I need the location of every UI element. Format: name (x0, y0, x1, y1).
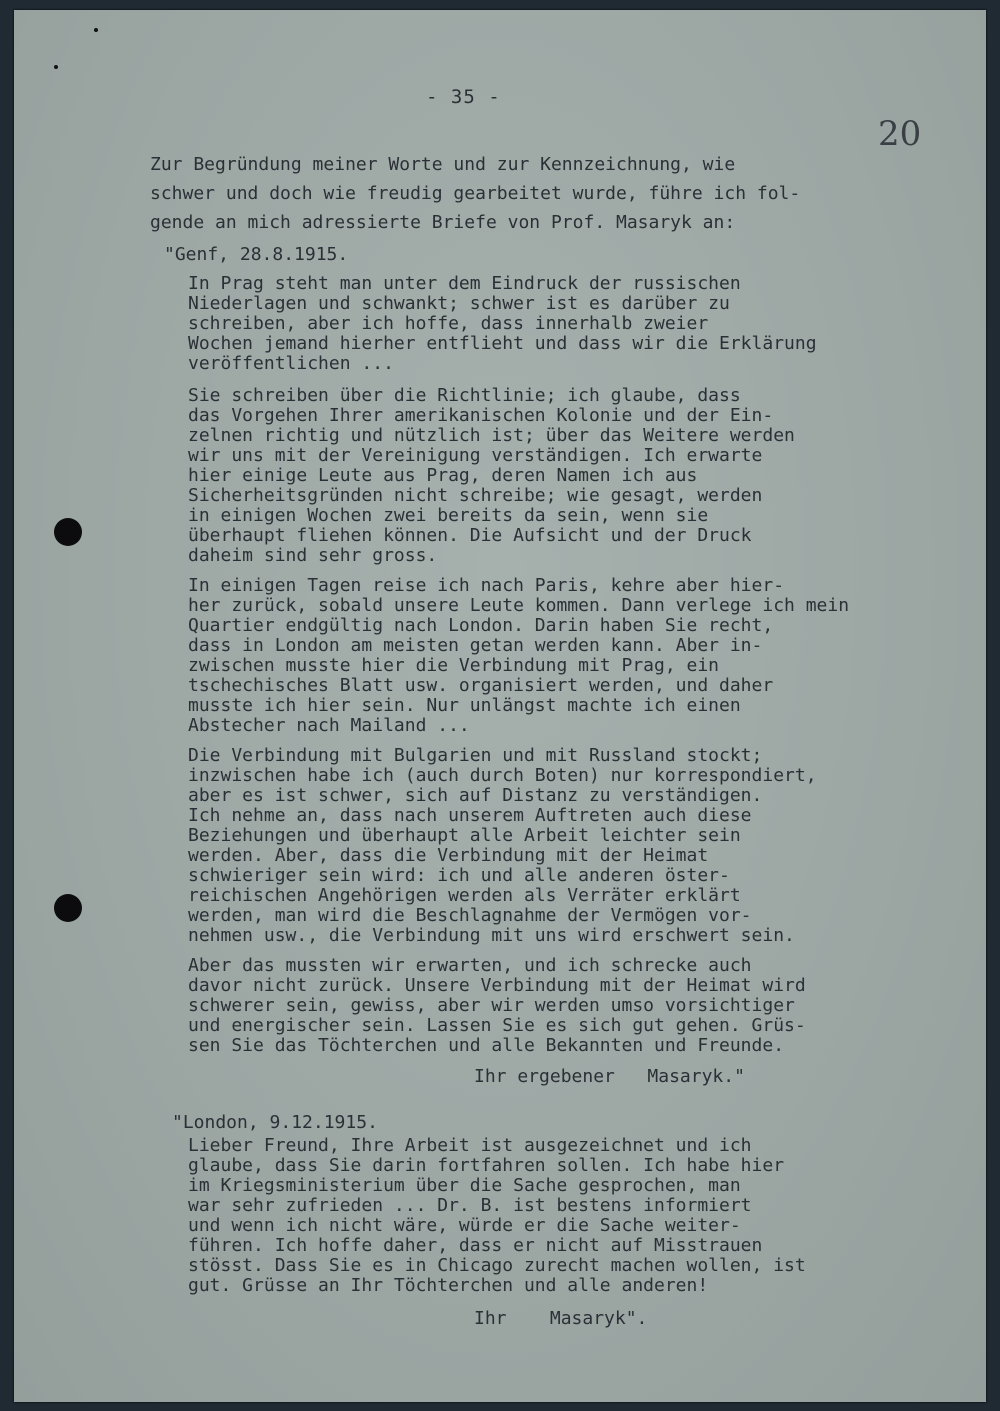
ink-dot (54, 65, 58, 69)
letter-line: im Kriegsministerium über die Sache gesprochen, man (188, 1175, 741, 1196)
letter-line: schreiben, aber ich hoffe, dass innerhalb zweier (188, 313, 709, 334)
letter2-heading: "London, 9.12.1915. (172, 1112, 378, 1133)
letter1-paragraph-1 (188, 274, 948, 374)
letter-line: führen. Ich hoffe daher, dass er nicht auf Misstrauen (188, 1235, 763, 1256)
letter-line: Quartier endgültig nach London. Darin haben Sie recht, (188, 615, 774, 636)
document-page (14, 10, 986, 1402)
letter-line: gut. Grüsse an Ihr Töchterchen und alle anderen! (188, 1275, 709, 1296)
letter-line: war sehr zufrieden ... Dr. B. ist bestens informiert (188, 1195, 752, 1216)
page-number: - 35 - (426, 86, 501, 108)
letter-line: das Vorgehen Ihrer amerikanischen Kolonie und der Ein- (188, 405, 774, 426)
letter-line: reichischen Angehörigen werden als Verräter erklärt (188, 885, 741, 906)
letter-line: veröffentlichen ... (188, 353, 394, 374)
letter-line: aber es ist schwer, sich auf Distanz zu verständigen. (188, 785, 763, 806)
letter-line: Beziehungen und überhaupt alle Arbeit leichter sein (188, 825, 741, 846)
folio-number: 20 (878, 114, 922, 154)
letter1-signature: Ihr ergebener Masaryk." (474, 1066, 745, 1087)
letter-line: tschechisches Blatt usw. organisiert werden, und daher (188, 675, 774, 696)
letter-line: nehmen usw., die Verbindung mit uns wird erschwert sein. (188, 925, 795, 946)
letter-line: stösst. Dass Sie es in Chicago zurecht machen wollen, ist (188, 1255, 806, 1276)
letter-line: werden. Aber, dass die Verbindung mit der Heimat (188, 845, 709, 866)
letter-line: wir uns mit der Vereinigung verständigen. Ich erwarte (188, 445, 763, 466)
letter-line: schwerer sein, gewiss, aber wir werden umso vorsichtiger (188, 995, 795, 1016)
letter-line: In Prag steht man unter dem Eindruck der russischen (188, 273, 741, 294)
letter-line: Abstecher nach Mailand ... (188, 715, 470, 736)
intro-line: gende an mich adressierte Briefe von Prof. Masaryk an: (150, 212, 736, 233)
letter1-paragraph-5 (188, 956, 948, 1056)
letter-line: Lieber Freund, Ihre Arbeit ist ausgezeichnet und ich (188, 1135, 752, 1156)
letter2-body (188, 1136, 948, 1296)
letter-line: zelnen richtig und nützlich ist; über das Weitere werden (188, 425, 795, 446)
letter-line: In einigen Tagen reise ich nach Paris, kehre aber hier- (188, 575, 785, 596)
letter-line: her zurück, sobald unsere Leute kommen. Dann verlege ich mein (188, 595, 850, 616)
letter-line: zwischen musste hier die Verbindung mit Prag, ein (188, 655, 720, 676)
letter-line: sen Sie das Töchterchen und alle Bekannten und Freunde. (188, 1035, 785, 1056)
letter-line: Sicherheitsgründen nicht schreibe; wie gesagt, werden (188, 485, 763, 506)
intro-line: schwer und doch wie freudig gearbeitet wurde, führe ich fol- (150, 183, 801, 204)
letter-line: daheim sind sehr gross. (188, 545, 438, 566)
letter-line: und energischer sein. Lassen Sie es sich gut gehen. Grüs- (188, 1015, 806, 1036)
letter1-heading: "Genf, 28.8.1915. (164, 244, 349, 265)
letter-line: glaube, dass Sie darin fortfahren sollen. Ich habe hier (188, 1155, 785, 1176)
letter1-paragraph-2 (188, 386, 948, 566)
letter-line: überhaupt fliehen können. Die Aufsicht und der Druck (188, 525, 752, 546)
letter1-paragraph-3 (188, 576, 948, 736)
intro-paragraph (150, 150, 890, 237)
letter-line: Ich nehme an, dass nach unserem Auftreten auch diese (188, 805, 752, 826)
letter-line: Sie schreiben über die Richtlinie; ich glaube, dass (188, 385, 741, 406)
intro-line: Zur Begründung meiner Worte und zur Kennzeichnung, wie (150, 154, 736, 175)
ink-dot (94, 28, 98, 32)
letter2-signature: Ihr Masaryk". (474, 1308, 648, 1329)
letter-line: werden, man wird die Beschlagnahme der Vermögen vor- (188, 905, 752, 926)
punch-hole-upper (54, 518, 82, 546)
letter-line: dass in London am meisten getan werden kann. Aber in- (188, 635, 763, 656)
letter-line: musste ich hier sein. Nur unlängst machte ich einen (188, 695, 741, 716)
letter-line: Wochen jemand hierher entflieht und dass wir die Erklärung (188, 333, 817, 354)
letter1-paragraph-4 (188, 746, 948, 946)
letter-line: davor nicht zurück. Unsere Verbindung mit der Heimat wird (188, 975, 806, 996)
letter-line: Niederlagen und schwankt; schwer ist es darüber zu (188, 293, 730, 314)
letter-line: Die Verbindung mit Bulgarien und mit Russland stockt; (188, 745, 763, 766)
punch-hole-lower (54, 894, 82, 922)
letter-line: schwieriger sein wird: ich und alle anderen öster- (188, 865, 730, 886)
letter-line: hier einige Leute aus Prag, deren Namen ich aus (188, 465, 698, 486)
letter-line: Aber das mussten wir erwarten, und ich schrecke auch (188, 955, 752, 976)
letter-line: inzwischen habe ich (auch durch Boten) nur korrespondiert, (188, 765, 817, 786)
letter-line: in einigen Wochen zwei bereits da sein, wenn sie (188, 505, 709, 526)
letter-line: und wenn ich nicht wäre, würde er die Sache weiter- (188, 1215, 741, 1236)
